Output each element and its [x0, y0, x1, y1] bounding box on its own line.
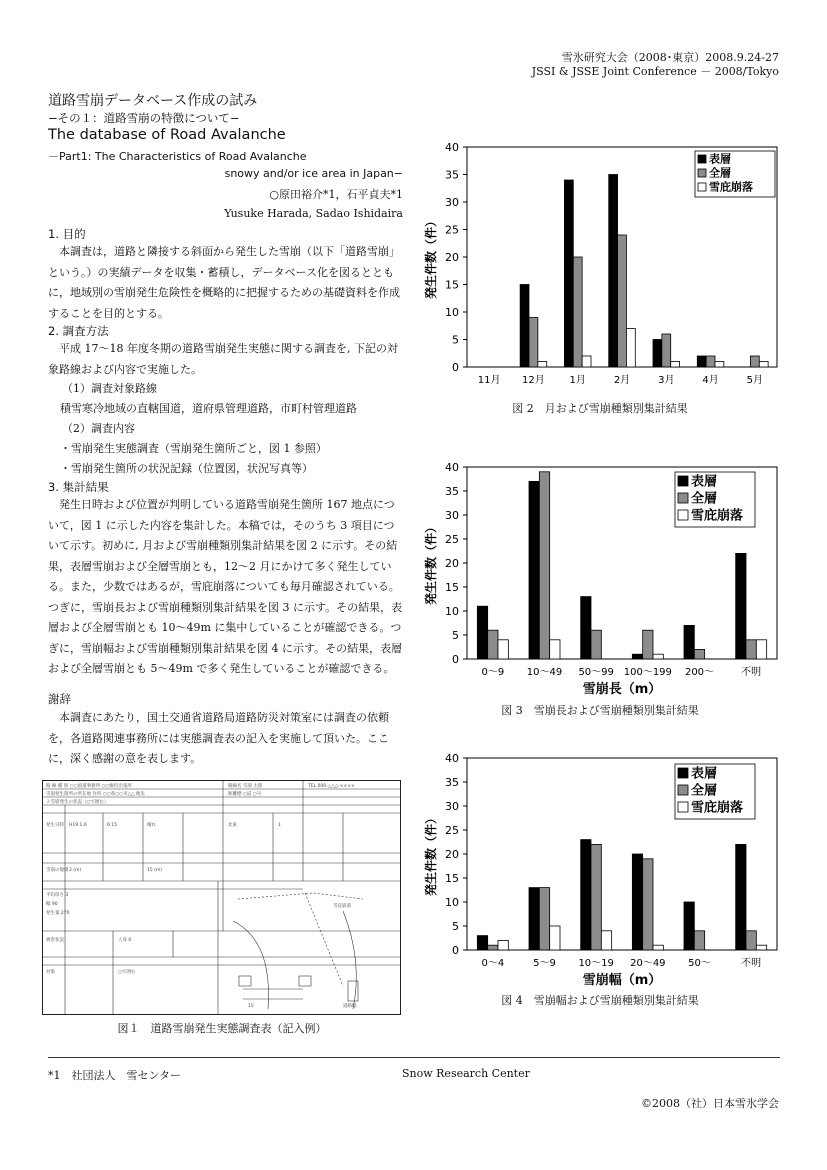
- legend-label: 雪庇崩落: [709, 180, 753, 194]
- title-en: The database of Road Avalanche: [48, 127, 286, 143]
- bar-表層-2月: [609, 175, 618, 368]
- bar-雪庇崩落-不明: [756, 945, 766, 950]
- legend-swatch: [678, 493, 688, 503]
- y-tick-label: 40: [445, 461, 459, 474]
- conference-line-2: JSSI & JSSE Joint Conference － 2008/Tokyo: [531, 65, 779, 78]
- y-tick-label: 10: [445, 605, 459, 618]
- svg-text:路 線 種 別 ○○国道事務所 ○○維持出張所: 路 線 種 別 ○○国道事務所 ○○維持出張所: [46, 784, 132, 789]
- bar-全層-100〜199: [643, 630, 653, 659]
- y-tick-label: 15: [445, 581, 459, 594]
- legend-swatch: [678, 802, 688, 812]
- authors-jp: ○原田裕介*1，石平貞夫*1: [269, 188, 403, 201]
- y-tick-label: 0: [452, 944, 459, 957]
- bar-表層-1月: [564, 180, 573, 367]
- footer-divider: [48, 1057, 780, 1058]
- x-tick-label: 10〜19: [578, 958, 614, 969]
- x-tick-label: 1月: [569, 375, 586, 386]
- bar-表層-0〜4: [477, 936, 487, 950]
- bar-表層-不明: [736, 844, 746, 950]
- bar-雪庇崩落-不明: [756, 640, 766, 659]
- bar-全層-10〜49: [539, 472, 549, 659]
- subtitle-en-2: snowy and/or ice area in Japan−: [224, 167, 403, 180]
- svg-text:北東: 北東: [228, 823, 237, 828]
- svg-text:人身 0: 人身 0: [118, 938, 132, 943]
- bar-表層-50〜: [684, 902, 694, 950]
- svg-text:雪崩の規模: 雪崩の規模: [46, 868, 69, 873]
- legend-label: 表層: [709, 152, 731, 166]
- bar-表層-4月: [697, 356, 706, 367]
- y-tick-label: 40: [445, 141, 459, 154]
- section-1-body: 本調査は，道路と隣接する斜面から発生した雪崩（以下「道路雪崩」という。）の実績データを収集・蓄積し，データベース化を図るとともに，地域別の雪崩発生危険性を概略的に把握するための基礎資料を作成することを目的とする。: [48, 245, 400, 320]
- svg-text:２雪崩発生の状況（○で囲む）: ２雪崩発生の状況（○で囲む）: [46, 800, 109, 805]
- bar-全層-200〜: [694, 649, 704, 659]
- authors-en: Yusuke Harada, Sadao Ishidaira: [224, 207, 403, 220]
- bar-全層-5〜9: [539, 888, 549, 950]
- acknowledgement-body: 本調査にあたり，国土交通省道路局道路防災対策室には調査の依頼を，各道路関連事務所には実態調査表の記入を実施して頂いた。ここに，深く感謝の意を表します。: [48, 711, 389, 765]
- x-tick-label: 不明: [741, 958, 762, 969]
- x-tick-label: 4月: [702, 375, 719, 386]
- bar-全層-0〜4: [488, 945, 498, 950]
- bar-表層-0〜9: [477, 606, 487, 659]
- legend-label: 全層: [691, 783, 718, 799]
- svg-text:発生量 270: 発生量 270: [46, 911, 70, 916]
- survey-form-figure: [42, 780, 401, 1015]
- legend-label: 表層: [691, 474, 718, 490]
- bar-雪庇崩落-5〜9: [550, 926, 560, 950]
- x-tick-label: 50〜: [688, 958, 711, 969]
- x-tick-label: 11月: [477, 375, 501, 386]
- bar-全層-不明: [746, 640, 756, 659]
- y-axis-label: 発生件数（件）: [424, 520, 438, 606]
- bar-全層-0〜9: [488, 630, 498, 659]
- y-tick-label: 5: [452, 920, 459, 933]
- footer-copyright: ©2008（社）日本雪氷学会: [641, 1097, 779, 1110]
- legend-label: 全層: [691, 491, 718, 507]
- svg-text:晴れ: 晴れ: [147, 823, 156, 828]
- legend-swatch: [678, 510, 688, 520]
- bar-全層-12月: [529, 318, 538, 368]
- x-tick-label: 5〜9: [533, 958, 556, 969]
- svg-text:道路幅: 道路幅: [343, 1004, 357, 1009]
- legend-swatch: [698, 169, 706, 177]
- bar-雪庇崩落-10〜19: [601, 931, 611, 950]
- legend-label: 全層: [709, 166, 731, 180]
- y-tick-label: 10: [445, 896, 459, 909]
- figure-4-caption: 図 4 雪崩幅および雪崩種類別集計結果: [501, 994, 699, 1007]
- y-tick-label: 0: [452, 361, 459, 374]
- svg-text:対策: 対策: [46, 970, 55, 975]
- y-tick-label: 30: [445, 800, 459, 813]
- x-tick-label: 100〜199: [623, 667, 672, 678]
- y-tick-label: 20: [445, 251, 459, 264]
- section-2-item-2-a: ・雪崩発生実態調査（雪崩発生箇所ごと，図 1 参照）: [60, 442, 327, 455]
- figure-2-caption: 図 2 月および雪崩種類別集計結果: [512, 402, 688, 415]
- bar-全層-1月: [573, 257, 582, 367]
- bar-表層-200〜: [684, 625, 694, 659]
- legend-swatch: [678, 768, 688, 778]
- bar-全層-2月: [618, 235, 627, 367]
- svg-text:2 (m): 2 (m): [69, 868, 82, 873]
- subtitle-en: －Part1: The Characteristics of Road Avalanche: [48, 150, 307, 163]
- bar-表層-3月: [653, 340, 662, 368]
- bar-表層-20〜49: [632, 854, 642, 950]
- y-tick-label: 30: [445, 196, 459, 209]
- legend-label: 雪庇崩落: [691, 800, 744, 816]
- bar-雪庇崩落-12月: [538, 362, 547, 368]
- y-axis-label: 発生件数（件）: [424, 214, 438, 300]
- legend-swatch: [698, 183, 706, 191]
- conference-line-1: 雪氷研究大会（2008･東京）2008.9.24-27: [561, 51, 779, 64]
- figure-3-caption: 図 3 雪崩長および雪崩種類別集計結果: [501, 704, 699, 717]
- svg-text:距離標 ○道 ○号: 距離標 ○道 ○号: [228, 792, 262, 797]
- legend-swatch: [698, 155, 706, 163]
- y-tick-label: 35: [445, 776, 459, 789]
- section-2-item-2-b: ・雪崩発生箇所の状況記録（位置図，状況写真等）: [60, 462, 313, 475]
- y-tick-label: 25: [445, 824, 459, 837]
- x-axis-label: 雪崩長（m）: [582, 682, 662, 697]
- title-jp: 道路雪崩データベース作成の試み: [48, 93, 258, 109]
- x-tick-label: 3月: [658, 375, 675, 386]
- section-2-heading: 2. 調査方法: [48, 324, 109, 338]
- bar-雪庇崩落-10〜49: [550, 640, 560, 659]
- legend-label: 雪庇崩落: [691, 508, 744, 524]
- bar-雪庇崩落-20〜49: [653, 945, 663, 950]
- x-tick-label: 0〜9: [481, 667, 505, 678]
- x-tick-label: 2月: [613, 375, 631, 386]
- bar-雪庇崩落-4月: [715, 362, 724, 368]
- bar-雪庇崩落-100〜199: [653, 654, 663, 659]
- x-tick-label: 0〜4: [481, 958, 505, 969]
- svg-text:路線名 雪崩 太郎: 路線名 雪崩 太郎: [228, 784, 263, 789]
- x-tick-label: 12月: [522, 375, 545, 386]
- svg-text:発生日時: 発生日時: [46, 823, 64, 828]
- bar-全層-10〜19: [591, 844, 601, 950]
- svg-text:6:15: 6:15: [107, 823, 118, 828]
- svg-text:15: 15: [248, 1004, 254, 1009]
- svg-text:幅 90: 幅 90: [46, 902, 58, 907]
- bar-全層-20〜49: [643, 859, 653, 950]
- section-3-body: 発生日時および位置が判明している道路雪崩発生箇所 167 地点について，図 1 に示した内容を集計した。本稿では，そのうち 3 項目について示す。初めに, 月および雪崩種類別集計結果を図 2 に示す。その結果，表層雪崩および全層雪崩とも，12〜2 月にかけて多く発生している。また，少数ではあるが，雪庇崩落についても毎月確認されている。つぎに，雪崩長および雪崩種類別集計結果を図 3 に示す。その結果，表層および全層雪崩とも 10〜49m に集中していることが確認できる。つぎに，雪崩幅および雪崩種類別集計結果を図 4 に示す。その結果，表層および全層雪崩とも 5〜49m で多く発生していることが確認できる。: [48, 498, 403, 675]
- svg-text:平均厚さ 3: 平均厚さ 3: [46, 893, 69, 898]
- bar-表層-50〜99: [581, 597, 591, 659]
- y-tick-label: 30: [445, 509, 459, 522]
- y-tick-label: 35: [445, 485, 459, 498]
- x-tick-label: 10〜49: [526, 667, 563, 678]
- section-2-item-1: （1）調査対象路線: [62, 382, 157, 395]
- bar-全層-5月: [750, 356, 759, 367]
- section-3-heading: 3. 集計結果: [48, 480, 109, 494]
- section-2-item-1-body: 積雪寒冷地域の直轄国道，道府県管理道路，市町村管理道路: [60, 402, 357, 415]
- y-tick-label: 5: [452, 629, 459, 642]
- x-tick-label: 5月: [746, 375, 764, 386]
- bar-雪庇崩落-0〜9: [498, 640, 508, 659]
- y-tick-label: 5: [452, 333, 459, 347]
- bar-表層-12月: [520, 285, 529, 368]
- bar-雪庇崩落-3月: [671, 362, 680, 368]
- legend-swatch: [678, 476, 688, 486]
- y-tick-label: 15: [445, 278, 459, 292]
- y-tick-label: 20: [445, 557, 459, 570]
- x-tick-label: 200〜: [684, 667, 715, 678]
- figure-2-chart: [415, 138, 795, 400]
- bar-雪庇崩落-0〜4: [498, 940, 508, 950]
- bar-表層-100〜199: [632, 654, 642, 659]
- y-tick-label: 10: [445, 306, 459, 319]
- y-tick-label: 35: [445, 168, 459, 182]
- svg-text:15 (m): 15 (m): [147, 868, 163, 873]
- y-tick-label: 25: [445, 533, 459, 546]
- svg-text:1: 1: [278, 823, 281, 828]
- survey-form-drawing: [43, 781, 400, 1014]
- figure-3-chart: [415, 455, 795, 700]
- bar-雪庇崩落-2月: [626, 329, 635, 368]
- svg-text:TEL 000-△△△-××××: TEL 000-△△△-××××: [308, 784, 355, 789]
- bar-表層-10〜19: [581, 840, 591, 950]
- svg-text:○で囲む: ○で囲む: [118, 970, 136, 975]
- bar-雪庇崩落-1月: [582, 356, 591, 367]
- bar-全層-不明: [746, 931, 756, 950]
- y-axis-label: 発生件数（件）: [424, 811, 438, 897]
- section-1-heading: 1. 目的: [48, 227, 86, 241]
- legend-label: 表層: [691, 766, 718, 782]
- bar-全層-50〜99: [591, 630, 601, 659]
- y-tick-label: 15: [445, 872, 459, 885]
- x-tick-label: 50〜99: [578, 667, 614, 678]
- x-axis-label: 雪崩幅（m）: [582, 973, 662, 988]
- section-2-item-2: （2）調査内容: [62, 422, 135, 435]
- x-tick-label: 20〜49: [630, 958, 666, 969]
- figure-1-caption: 図１ 道路雪崩発生実態調査表（記入例）: [117, 1022, 327, 1035]
- y-tick-label: 20: [445, 848, 459, 861]
- svg-text:被害状況: 被害状況: [46, 938, 64, 943]
- footer-organization: Snow Research Center: [402, 1067, 530, 1080]
- bar-全層-4月: [706, 356, 715, 367]
- svg-text:H19.1.6: H19.1.6: [69, 823, 87, 828]
- svg-text:雪庇崩落: 雪庇崩落: [333, 904, 351, 909]
- footer-note: *1 社団法人 雪センター: [48, 1069, 182, 1082]
- legend-swatch: [678, 785, 688, 795]
- bar-全層-50〜: [694, 931, 704, 950]
- bar-全層-3月: [662, 334, 671, 367]
- x-tick-label: 不明: [741, 667, 762, 678]
- bar-表層-10〜49: [529, 481, 539, 659]
- section-2-body: 平成 17〜18 年度冬期の道路雪崩発生実態に関する調査を, 下記の対象路線および内容で実施した。: [48, 342, 398, 376]
- svg-text:雪崩発生箇所の所在地 住所 ○○県○○市△△ 地先: 雪崩発生箇所の所在地 住所 ○○県○○市△△ 地先: [46, 792, 145, 797]
- y-tick-label: 25: [445, 223, 459, 237]
- y-tick-label: 0: [452, 653, 459, 666]
- acknowledgement-heading: 謝辞: [48, 692, 71, 706]
- bar-表層-5〜9: [529, 888, 539, 950]
- y-tick-label: 40: [445, 752, 459, 765]
- bar-表層-不明: [736, 553, 746, 659]
- subtitle-jp: −その１：道路雪崩の特徴について−: [48, 111, 240, 125]
- figure-4-chart: [415, 748, 795, 988]
- bar-雪庇崩落-5月: [759, 362, 768, 368]
